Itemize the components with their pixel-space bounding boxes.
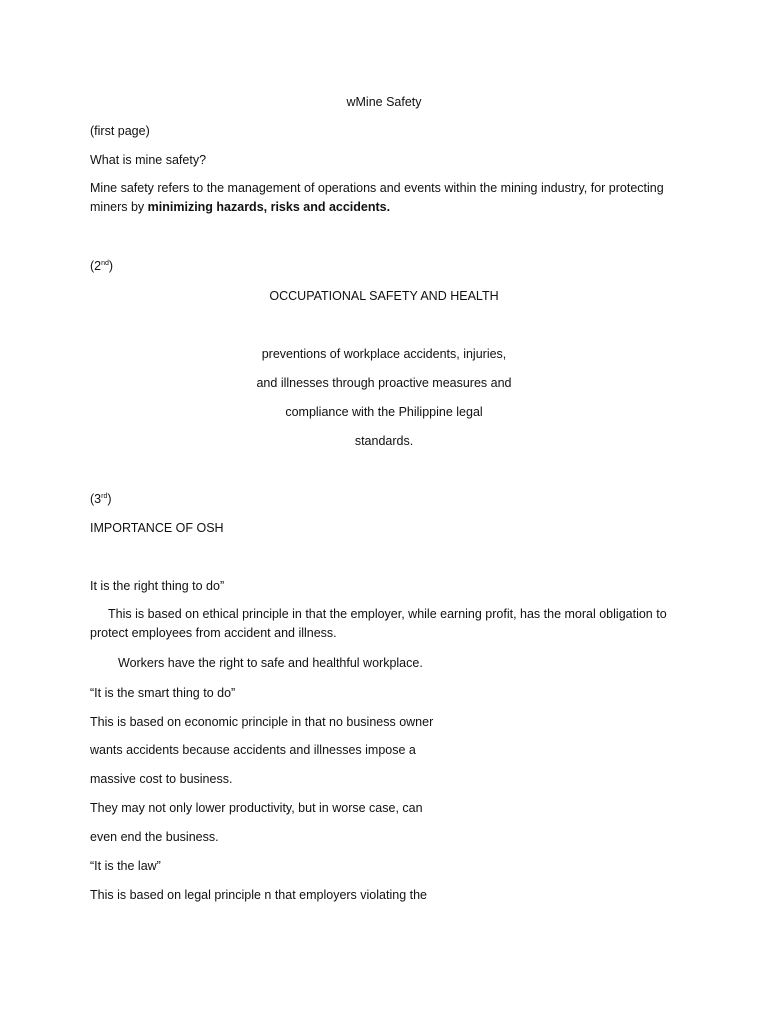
definition-bold-text: minimizing hazards, risks and accidents.: [147, 200, 391, 214]
third-marker-sup: rd: [101, 493, 108, 500]
importance-heading: IMPORTANCE OF OSH: [90, 521, 224, 535]
law-heading: “It is the law”: [90, 859, 161, 873]
second-marker-prefix: (2: [90, 259, 102, 273]
second-page-marker: [90, 257, 113, 275]
osh-definition-line: and illnesses through proactive measures and: [256, 376, 512, 390]
osh-definition-line: standards.: [354, 434, 414, 448]
osh-heading: OCCUPATIONAL SAFETY AND HEALTH: [269, 289, 499, 303]
third-marker-suffix: ): [107, 492, 112, 506]
first-page-marker: (first page): [90, 124, 150, 138]
economic-principle-line: even end the business.: [90, 830, 219, 844]
mine-safety-question: What is mine safety?: [90, 153, 207, 167]
ethical-principle-text: This is based on ethical principle in that the employer, while earning profit, has the moral obligation to protect employees from accident and illness.: [90, 607, 667, 640]
second-marker-suffix: ): [108, 259, 114, 273]
mine-safety-definition: [90, 179, 680, 217]
definition-text: Mine safety refers to the management of operations and events within the mining industry, for protecting miners by: [90, 181, 664, 214]
economic-principle-line: massive cost to business.: [90, 772, 233, 786]
third-page-marker: [90, 490, 112, 508]
legal-principle-line: This is based on legal principle n that employers violating the: [90, 888, 427, 902]
document-title: wMine Safety: [346, 95, 422, 109]
economic-principle-line: wants accidents because accidents and illnesses impose a: [90, 743, 416, 757]
smart-thing-heading: “It is the smart thing to do”: [90, 686, 236, 700]
workers-right-text: Workers have the right to safe and healthful workplace.: [118, 656, 423, 670]
economic-principle-line: This is based on economic principle in that no business owner: [90, 715, 434, 729]
second-marker-sup: nd: [101, 260, 109, 267]
osh-definition-line: compliance with the Philippine legal: [285, 405, 483, 419]
economic-principle-line: They may not only lower productivity, but in worse case, can: [90, 801, 423, 815]
osh-definition-line: preventions of workplace accidents, injuries,: [261, 347, 507, 361]
right-thing-heading: It is the right thing to do”: [90, 579, 225, 593]
third-marker-prefix: (3: [90, 492, 102, 506]
